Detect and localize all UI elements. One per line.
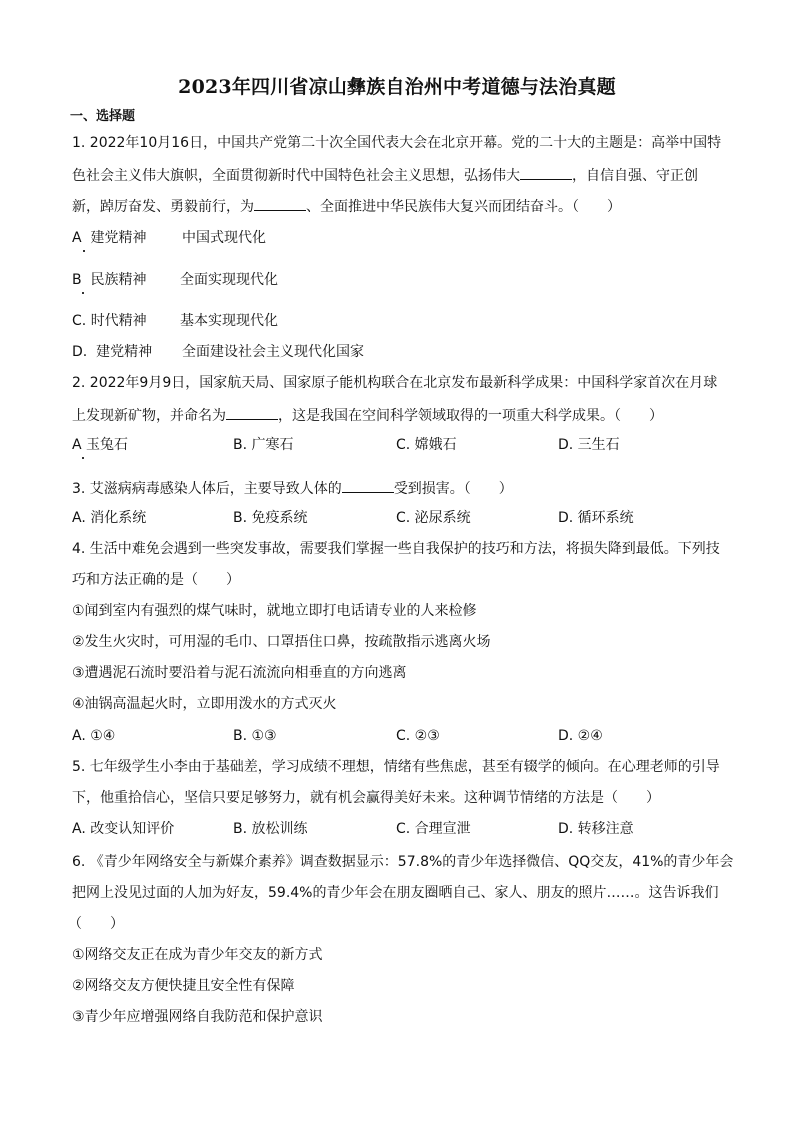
option-d[interactable]: D. 三生石: [558, 437, 620, 453]
question-text: 4. 生活中难免会遇到一些突发事故，需要我们掌握一些自我保护的技巧和方法，将损失降到最低。下列技: [72, 541, 720, 557]
option-c[interactable]: C. ②③: [396, 728, 440, 744]
option-a[interactable]: A. 改变认知评价: [72, 821, 175, 837]
question-text: 2. 2022年9月9日，国家航天局、国家原子能机构联合在北京发布最新科学成果：中国科学家首次在月球: [72, 375, 718, 391]
question-text: 把网上没见过面的人加为好友，59.4%的青少年会在朋友圈晒自己、家人、朋友的照片……。这告诉我们: [72, 885, 719, 901]
option-a[interactable]: A. ①④: [72, 728, 116, 744]
option-c[interactable]: C. 合理宣泄: [396, 821, 471, 837]
statement: ①闻到室内有强烈的煤气味时，就地立即打电话请专业的人来检修: [72, 603, 477, 619]
answer-blank: [254, 196, 306, 211]
document-title: 2023年四川省凉山彝族自治州中考道德与法治真题: [178, 76, 616, 98]
statement: ①网络交友正在成为青少年交友的新方式: [72, 947, 323, 963]
stray-dot: [82, 292, 84, 294]
option-d[interactable]: D. ②④: [558, 728, 603, 744]
option-a[interactable]: A. 消化系统: [72, 510, 147, 526]
option-b[interactable]: B 民族精神 全面实现现代化: [72, 272, 278, 288]
statement: ②网络交友方便快捷且安全性有保障: [72, 978, 295, 994]
answer-blank: [226, 405, 278, 420]
answer-blank: [520, 165, 572, 180]
option-d[interactable]: D. 循环系统: [558, 510, 634, 526]
stray-dot: [82, 457, 84, 459]
question-text: 6. 《青少年网络安全与新媒介素养》调查数据显示：57.8%的青少年选择微信、QQ交友，41%的青少年会: [72, 854, 734, 870]
option-d[interactable]: D. 转移注意: [558, 821, 634, 837]
question-text: 巧和方法正确的是（ ）: [72, 572, 240, 588]
option-d[interactable]: D. 建党精神 全面建设社会主义现代化国家: [72, 344, 364, 360]
question-text: 新，踔厉奋发、勇毅前行，为 、全面推进中华民族伟大复兴而团结奋斗。（ ）: [72, 196, 621, 216]
statement: ②发生火灾时，可用湿的毛巾、口罩捂住口鼻，按疏散指示逃离火场: [72, 634, 491, 650]
option-c[interactable]: C. 嫦娥石: [396, 437, 457, 453]
option-a[interactable]: A 建党精神 中国式现代化: [72, 230, 266, 246]
question-text: 上发现新矿物，并命名为 ，这是我国在空间科学领域取得的一项重大科学成果。（ ）: [72, 405, 663, 425]
option-c[interactable]: C. 泌尿系统: [396, 510, 471, 526]
question-text: 下，他重拾信心，坚信只要足够努力，就有机会赢得美好未来。这种调节情绪的方法是（ ）: [72, 790, 660, 806]
statement: ③青少年应增强网络自我防范和保护意识: [72, 1009, 323, 1025]
option-b[interactable]: B. ①③: [233, 728, 277, 744]
option-b[interactable]: B. 免疫系统: [233, 510, 308, 526]
question-text: 5. 七年级学生小李由于基础差，学习成绩不理想，情绪有些焦虑，甚至有辍学的倾向。在心理老师的引导: [72, 759, 720, 775]
stray-dot: [83, 250, 85, 252]
question-text: 1. 2022年10月16日，中国共产党第二十次全国代表大会在北京开幕。党的二十大的主题是：高举中国特: [72, 135, 722, 151]
option-b[interactable]: B. 放松训练: [233, 821, 308, 837]
option-a[interactable]: A 玉兔石: [72, 437, 129, 453]
option-b[interactable]: B. 广寒石: [233, 437, 294, 453]
statement: ③遭遇泥石流时要沿着与泥石流流向相垂直的方向逃离: [72, 665, 407, 681]
question-text: 色社会主义伟大旗帜，全面贯彻新时代中国特色社会主义思想，弘扬伟大 ，自信自强、守正创: [72, 165, 698, 185]
section-heading: 一、选择题: [70, 109, 136, 124]
question-text: 3. 艾滋病病毒感染人体后，主要导致人体的 受到损害。（ ）: [72, 478, 513, 498]
option-c[interactable]: C. 时代精神 基本实现现代化: [72, 313, 278, 329]
answer-parentheses: （ ）: [68, 916, 124, 932]
statement: ④油锅高温起火时，立即用泼水的方式灭火: [72, 696, 337, 712]
answer-blank: [342, 478, 394, 493]
